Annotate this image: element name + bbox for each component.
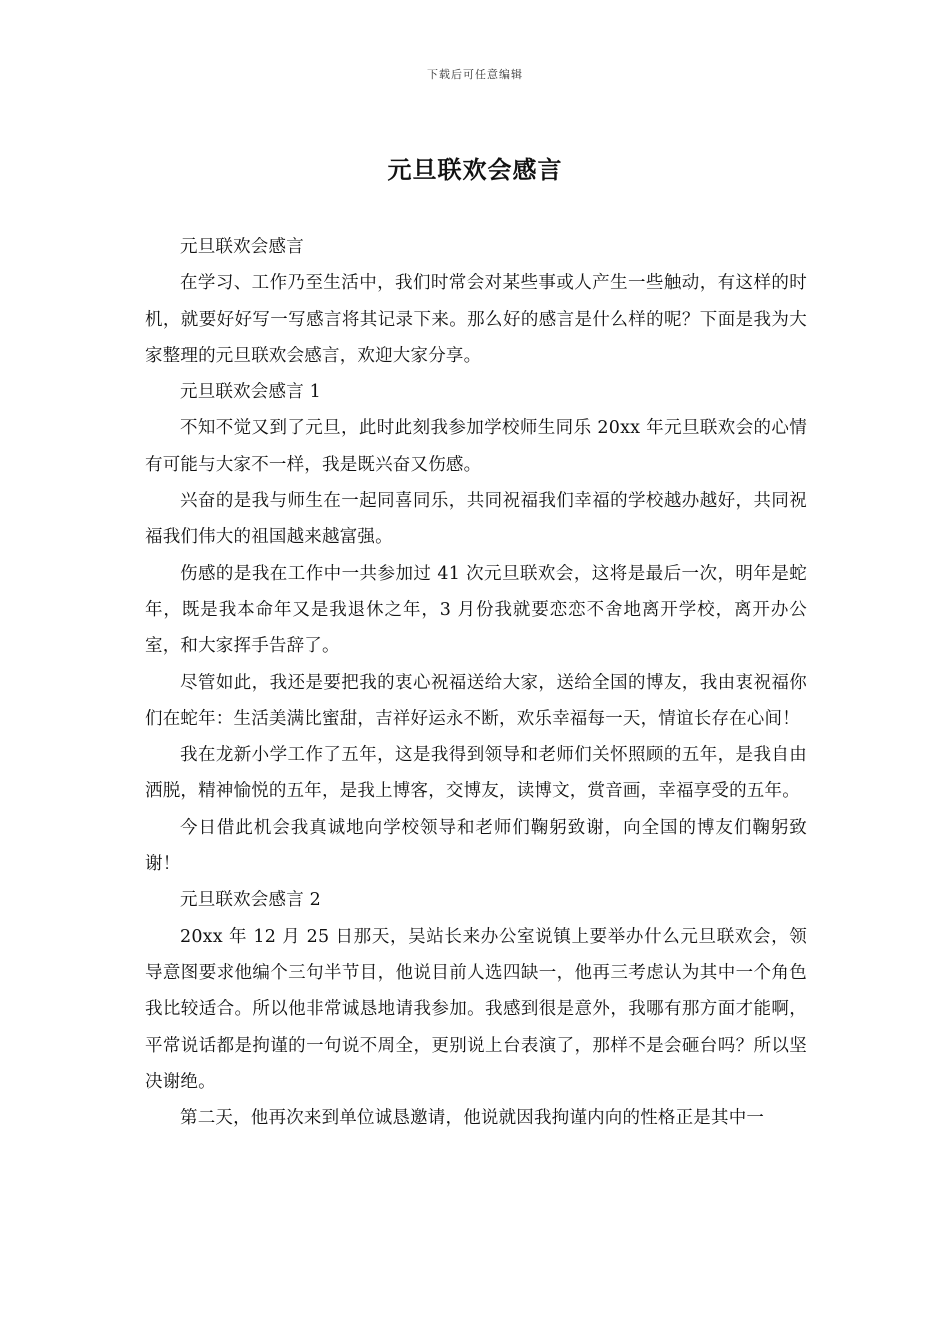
paragraph: 20xx 年 12 月 25 日那天，吴站长来办公室说镇上要举办什么元旦联欢会，领导意图要求他编个三句半节目，他说目前人选四缺一，他再三考虑认为其中一个角色我比较适合。所以他非常诚恳地请我参加。我感到很是意外，我哪有那方面才能啊，平常说话都是拘谨的一句说不周全，更别说上台表演了，那样不是会砸台吗？所以坚决谢绝。: [145, 926, 807, 1092]
paragraph: 今日借此机会我真诚地向学校领导和老师们鞠躬致谢，向全国的博友们鞠躬致谢！: [145, 817, 807, 875]
paragraph: 伤感的是我在工作中一共参加过 41 次元旦联欢会，这将是最后一次，明年是蛇年，既是我本命年又是我退休之年，3 月份我就要恋恋不舍地离开学校，离开办公室，和大家挥手告辞了。: [145, 563, 807, 657]
document-body: [145, 229, 807, 1136]
section-heading-1: 元旦联欢会感言 1: [180, 382, 321, 403]
paragraph-subtitle: 元旦联欢会感言: [180, 237, 304, 257]
paragraph-intro: 在学习、工作乃至生活中，我们时常会对某些事或人产生一些触动，有这样的时机，就要好好写一写感言将其记录下来。那么好的感言是什么样的呢？下面是我为大家整理的元旦联欢会感言，欢迎大家分享。: [145, 273, 807, 366]
header-note: 下载后可任意编辑: [427, 68, 523, 81]
paragraph: 我在龙新小学工作了五年，这是我得到领导和老师们关怀照顾的五年，是我自由洒脱，精神愉悦的五年，是我上博客，交博友，读博文，赏音画，幸福享受的五年。: [145, 745, 807, 802]
paragraph: 不知不觉又到了元旦，此时此刻我参加学校师生同乐 20xx 年元旦联欢会的心情有可能与大家不一样，我是既兴奋又伤感。: [145, 418, 807, 475]
document-title: 元旦联欢会感言: [387, 155, 563, 184]
section-heading-2: 元旦联欢会感言 2: [180, 890, 321, 911]
paragraph: 兴奋的是我与师生在一起同喜同乐，共同祝福我们幸福的学校越办越好，共同祝福我们伟大的祖国越来越富强。: [145, 491, 807, 548]
paragraph: 尽管如此，我还是要把我的衷心祝福送给大家，送给全国的博友，我由衷祝福你们在蛇年：生活美满比蜜甜，吉祥好运永不断，欢乐幸福每一天，情谊长存在心间！: [145, 672, 807, 729]
paragraph: 第二天，他再次来到单位诚恳邀请，他说就因我拘谨内向的性格正是其中一: [180, 1108, 765, 1129]
